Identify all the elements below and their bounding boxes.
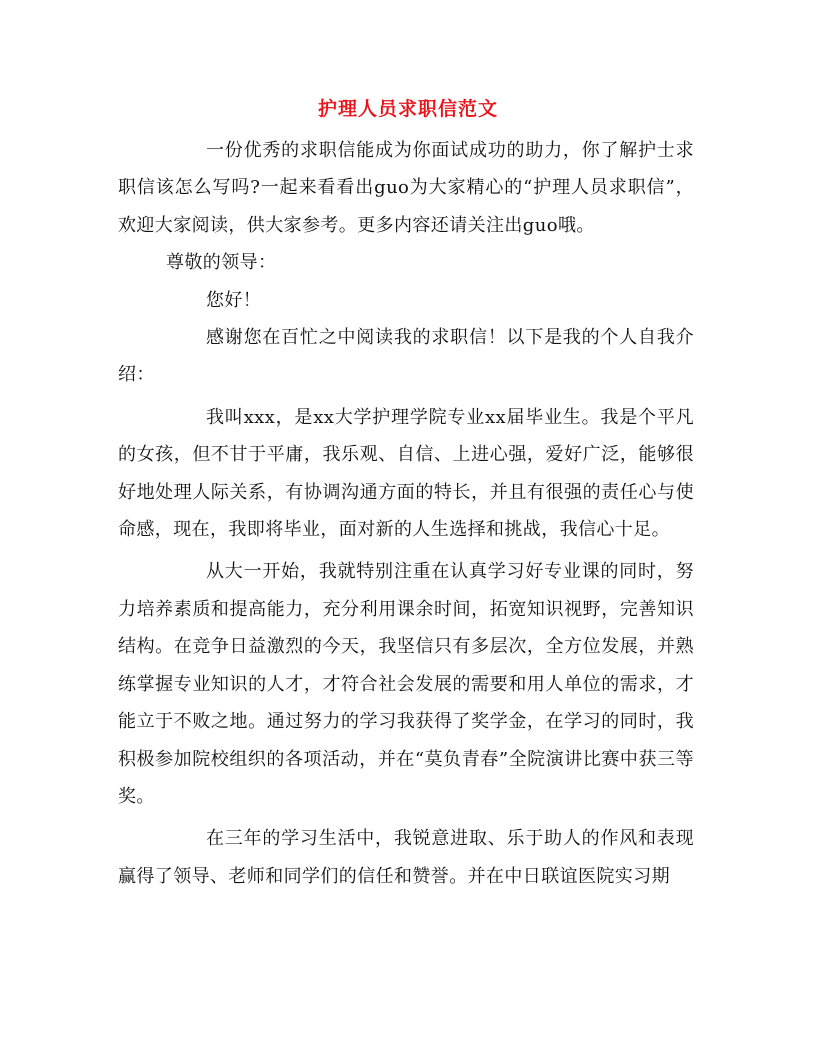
salutation: 尊敬的领导： bbox=[166, 252, 277, 274]
body-paragraph: 感谢您在百忙之中阅读我的求职信！以下是我的个人自我介绍： bbox=[118, 327, 694, 386]
document-body bbox=[118, 132, 694, 895]
body-paragraph: 我叫xxx，是xx大学护理学院专业xx届毕业生。我是个平凡的女孩，但不甘于平庸，我乐观、自信、上进心强，爱好广泛，能够很好地处理人际关系，有协调沟通方面的特长，并且有很强的责任心与使命感，现在，我即将毕业，面对新的人生选择和挑战，我信心十足。 bbox=[118, 406, 694, 541]
intro-paragraph: 一份优秀的求职信能成为你面试成功的助力，你了解护士求职信该怎么写吗?一起来看看出guo为大家精心的“护理人员求职信”，欢迎大家阅读，供大家参考。更多内容还请关注出guo哦。 bbox=[118, 140, 694, 236]
body-paragraph: 在三年的学习生活中，我锐意进取、乐于助人的作风和表现赢得了领导、老师和同学们的信任和赞誉。并在中日联谊医院实习期 bbox=[118, 828, 694, 887]
document-title: 护理人员求职信范文 bbox=[317, 98, 498, 120]
body-paragraph: 从大一开始，我就特别注重在认真学习好专业课的同时，努力培养素质和提高能力，充分利用课余时间，拓宽知识视野，完善知识结构。在竞争日益激烈的今天，我坚信只有多层次，全方位发展，并熟练掌握专业知识的人才，才符合社会发展的需要和用人单位的需求，才能立于不败之地。通过努力的学习我获得了奖学金，在学习的同时，我积极参加院校组织的各项活动，并在“莫负青春”全院演讲比赛中获三等奖。 bbox=[118, 561, 694, 807]
greeting: 您好！ bbox=[206, 289, 262, 311]
